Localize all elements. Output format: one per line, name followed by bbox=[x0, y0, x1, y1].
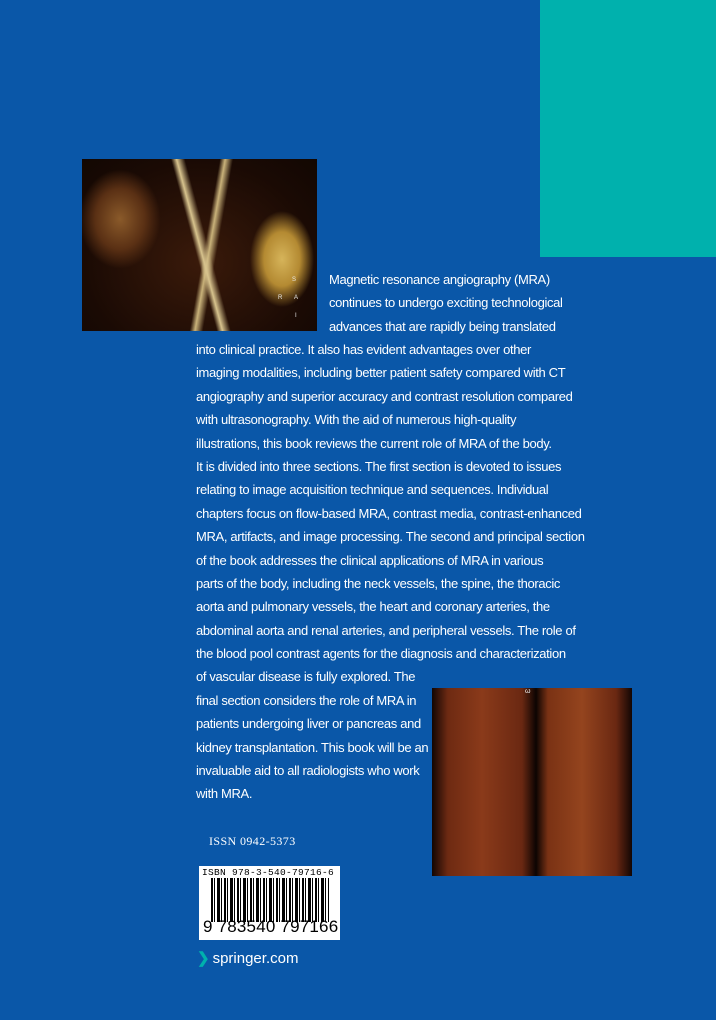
blurb-line: imaging modalities, including better patient safety compared with CT bbox=[196, 365, 566, 381]
publisher-url: springer.com bbox=[212, 950, 299, 967]
blurb-line: It is divided into three sections. The first section is devoted to issues bbox=[196, 458, 562, 474]
blurb-line: abdominal aorta and renal arteries, and peripheral vessels. The role of bbox=[196, 622, 576, 638]
blurb-line: with MRA. bbox=[196, 786, 253, 802]
teal-accent-block bbox=[540, 0, 716, 257]
blurb-line: parts of the body, including the neck vessels, the spine, the thoracic bbox=[196, 575, 561, 591]
blurb-line: of vascular disease is fully explored. The bbox=[196, 669, 416, 685]
isbn-barcode bbox=[199, 866, 340, 940]
leg-angiography-image bbox=[432, 688, 632, 876]
blurb-line: final section considers the role of MRA in bbox=[196, 692, 417, 708]
image-corner-mark: ω bbox=[525, 688, 531, 695]
blurb-line: patients undergoing liver or pancreas and bbox=[196, 716, 421, 732]
blurb-line: angiography and superior accuracy and contrast resolution compared bbox=[196, 388, 573, 404]
blurb-line: chapters focus on flow-based MRA, contrast media, contrast-enhanced bbox=[196, 505, 582, 521]
barcode-isbn-label: ISBN 978-3-540-79716-6 bbox=[202, 867, 335, 878]
blurb-line: illustrations, this book reviews the current role of MRA of the body. bbox=[196, 435, 552, 451]
orientation-label-i: I bbox=[295, 313, 297, 319]
blurb-line: the blood pool contrast agents for the diagnosis and characterization bbox=[196, 646, 566, 662]
barcode-digits: 9 783540 797166 bbox=[203, 917, 339, 936]
blurb-line: with ultrasonography. With the aid of numerous high-quality bbox=[196, 412, 517, 428]
kidney-angiography-image bbox=[82, 159, 317, 331]
chevron-right-icon: ❯ bbox=[197, 950, 210, 967]
orientation-label-s: S bbox=[292, 277, 297, 283]
blurb-line: advances that are rapidly being translated bbox=[329, 318, 556, 334]
blurb-line: of the book addresses the clinical applications of MRA in various bbox=[196, 552, 544, 568]
blurb-line: invaluable aid to all radiologists who work bbox=[196, 763, 420, 779]
barcode-bars bbox=[211, 878, 329, 922]
blurb-line: kidney transplantation. This book will be an bbox=[196, 739, 429, 755]
blurb-line: Magnetic resonance angiography (MRA) bbox=[329, 272, 550, 287]
orientation-label-a: A bbox=[294, 295, 299, 301]
blurb-line: MRA, artifacts, and image processing. The second and principal section bbox=[196, 529, 585, 545]
publisher-link[interactable] bbox=[197, 949, 298, 967]
issn-label: ISSN 0942-5373 bbox=[209, 834, 296, 848]
orientation-label-r: R bbox=[278, 295, 283, 301]
blurb-line: aorta and pulmonary vessels, the heart and coronary arteries, the bbox=[196, 599, 550, 615]
blurb-top bbox=[329, 268, 563, 338]
blurb-line: relating to image acquisition technique and sequences. Individual bbox=[196, 482, 549, 498]
blurb-line: into clinical practice. It also has evident advantages over other bbox=[196, 342, 531, 357]
blurb-line: continues to undergo exciting technological bbox=[329, 295, 563, 311]
